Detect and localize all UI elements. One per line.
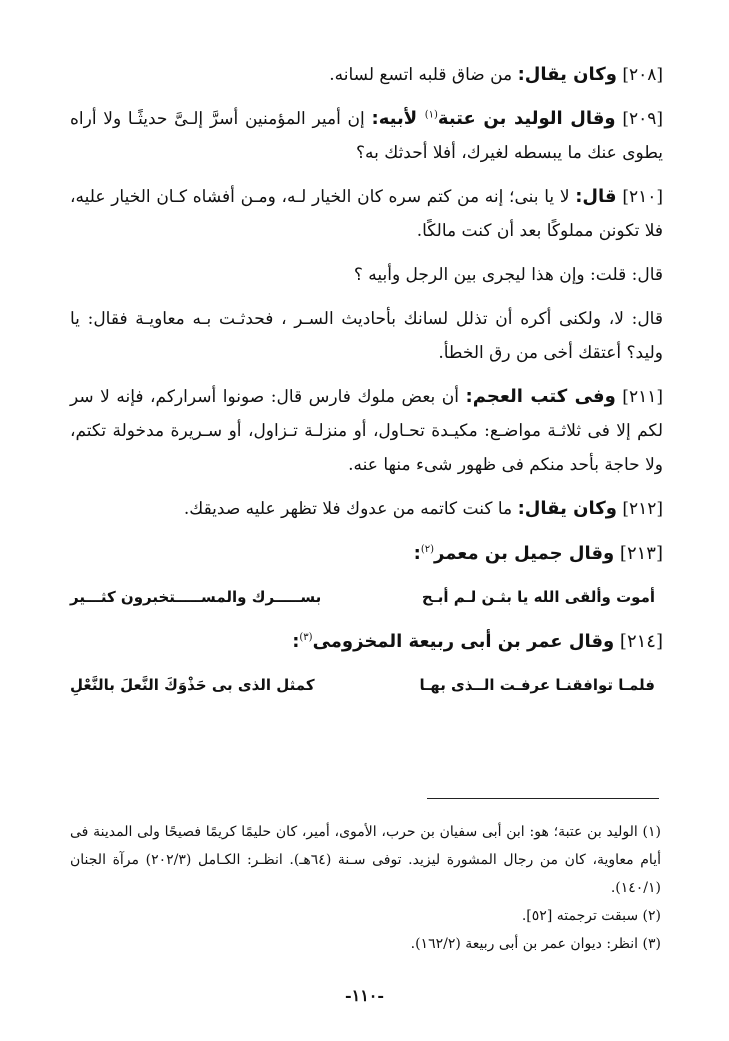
- entry-lead: قال:: [575, 186, 617, 207]
- paragraph-210: [70, 180, 663, 248]
- paragraph-212: [70, 492, 663, 526]
- footnote-ref[interactable]: (٢): [420, 544, 435, 555]
- footnote-ref[interactable]: (٣): [299, 632, 313, 643]
- footnote-2: (٢) سبقت ترجمته [٥٢].: [521, 908, 661, 924]
- footnote-ref[interactable]: (١): [424, 109, 438, 121]
- paragraph-210-continued-2: [70, 302, 663, 370]
- entry-text: من ضاق قلبه اتسع لسانه.: [329, 65, 518, 85]
- entry-number: [٢١٢]: [622, 499, 663, 519]
- entry-text: إن أمير المؤمنين أسرَّ إلـىَّ حديثًـا ولا أراه يطوى عنك ما يبسطه لغيرك، أفلا أحدثك به؟: [70, 109, 663, 163]
- entry-text: ما كنت كاتمه من عدوك فلا تظهر عليه صديقك.: [183, 499, 518, 519]
- entry-text: قال: لا، ولكنى أكره أن تذلل لسانك بأحاديث السـر ، فحدثـت بـه معاويـة فقال: يا وليد؟ أعتقك أخى من رق الخطأ.: [70, 309, 663, 363]
- verse-214: [70, 668, 663, 702]
- footnote-1: (١) الوليد بن عتبة؛ هو: ابن أبى سفيان بن حرب، الأموى، أمير، كان حليمًا كريمًا فصيحًا ولى المدينة فى أيام معاوية، كان من رجال المشورة ليزيد. توفى سـنة (٦٤هـ). انظـر: الكـامل (٢٠٢/٣) مرآة الجنان (١٤٠/١).: [70, 824, 661, 896]
- entry-number: [٢١٤]: [619, 631, 663, 652]
- footnotes: [70, 818, 661, 958]
- entry-text: لا يا بنى؛ إنه من كتم سره كان الخيار لـه، ومـن أفشاه كـان الخيار عليه، فلا تكونن مملوكًا بعد أن كنت مالكًا.: [70, 187, 663, 241]
- entry-lead: وكان يقال:: [517, 498, 617, 519]
- entry-number: [٢٠٨]: [622, 65, 663, 85]
- verse-first-hemistich: فلمـا توافقنـا عرفـت الــذى بهـا: [419, 676, 655, 694]
- entry-lead: وقال عمر بن أبى ربيعة المخزومى: [312, 631, 615, 652]
- paragraph-209: [70, 102, 663, 170]
- heading-213: [70, 536, 663, 572]
- heading-214: [70, 624, 663, 660]
- footnote-3: (٣) انظر: ديوان عمر بن أبى ربيعة (١٦٢/٢).: [410, 936, 661, 952]
- verse-213: [70, 580, 663, 614]
- entry-text: أن بعض ملوك فارس قال: صونوا أسراركم، فإنه لا سر لكم إلا فى ثلاثـة مواضـع: مكيـدة تحـاول، أو منزلـة تـزاول، أو سـريرة مدخولة تكتم، ولا حاجة بأحد منكم فى ظهور شىء منها عنه.: [70, 387, 663, 475]
- entry-lead: وقال جميل بن معمر: [434, 543, 615, 564]
- entry-number: [٢١٠]: [622, 187, 664, 207]
- verse-second-hemistich: بســـــرك والمســـــتخبرون كثـــير: [70, 588, 322, 606]
- verse-first-hemistich: أموت وألقى الله يا بثـن لـم أبـح: [421, 588, 655, 606]
- entry-lead-continued: لأبيه:: [371, 108, 425, 129]
- heading-colon: :: [292, 631, 300, 652]
- entry-number: [٢١١]: [622, 387, 663, 407]
- entry-text: قال: قلت: وإن هذا ليجرى بين الرجل وأبيه ؟: [353, 265, 663, 285]
- entry-lead: وقال الوليد بن عتبة: [437, 108, 616, 129]
- entry-lead: وفى كتب العجم:: [465, 386, 616, 407]
- footnote-divider: [427, 798, 659, 799]
- entry-number: [٢١٣]: [619, 543, 663, 564]
- paragraph-210-continued-1: [70, 258, 663, 292]
- page-number: -١١٠-: [344, 986, 385, 1005]
- paragraph-211: [70, 380, 663, 482]
- paragraph-208: [70, 58, 663, 92]
- verse-second-hemistich: كمثل الذى بى حَذْوَكَ النَّعلَ بالنَّعْلِ: [70, 676, 315, 694]
- heading-colon: :: [413, 543, 421, 564]
- entry-number: [٢٠٩]: [622, 109, 664, 129]
- page-body: [70, 58, 663, 712]
- entry-lead: وكان يقال:: [517, 64, 617, 85]
